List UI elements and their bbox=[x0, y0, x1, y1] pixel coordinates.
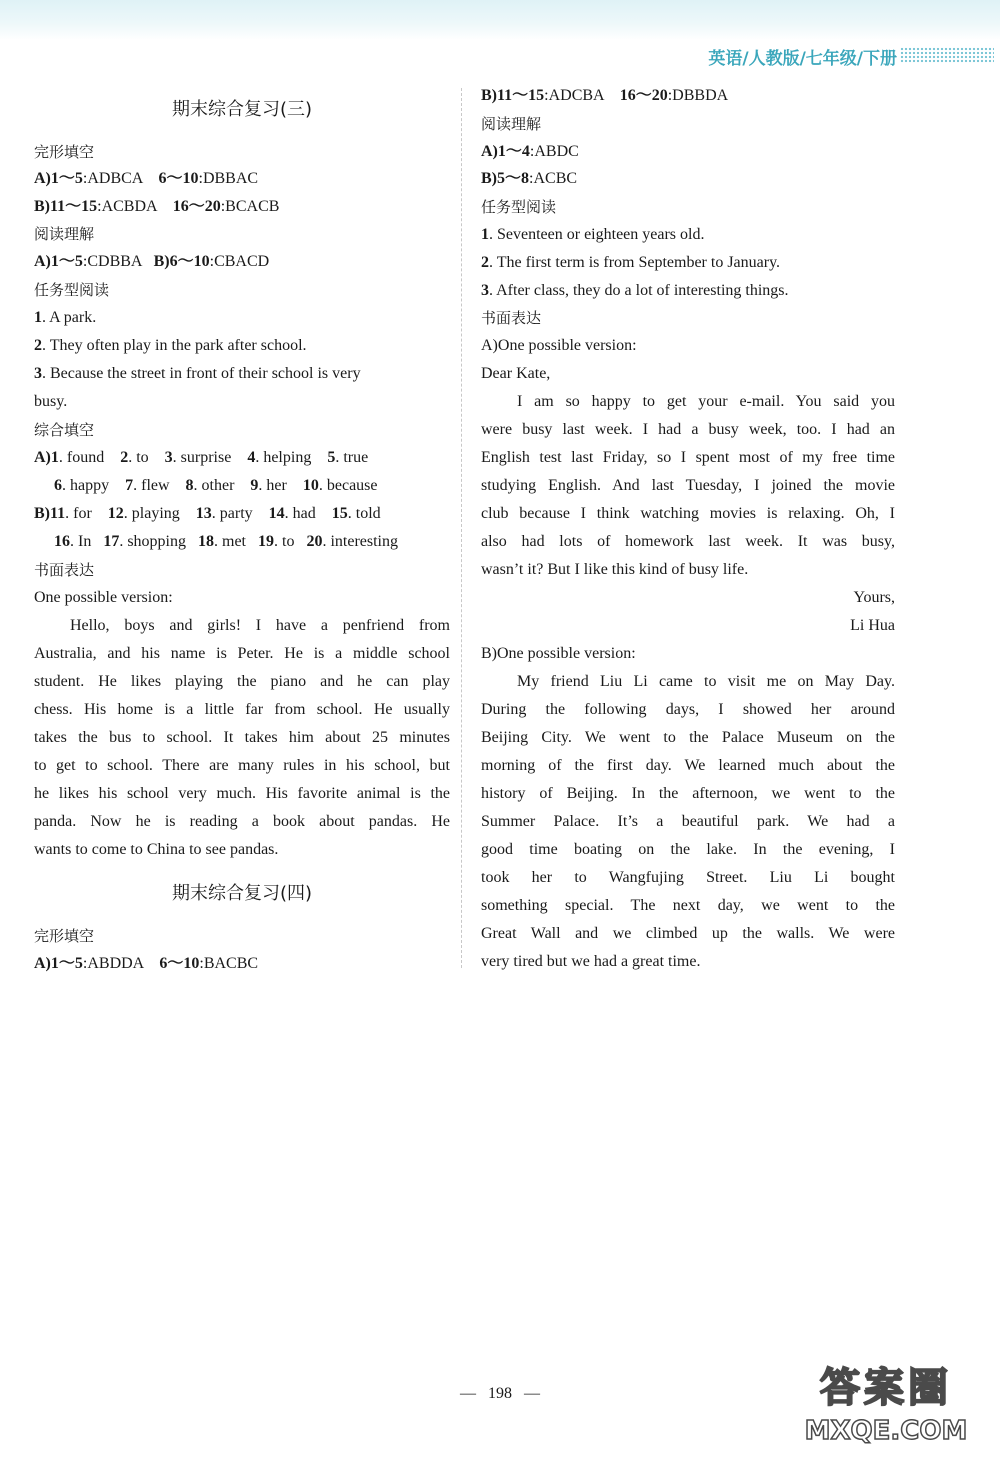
answer-number: 14 bbox=[268, 505, 285, 522]
task-answer-3: 3. Because the street in front of their school is very bbox=[34, 365, 361, 382]
page-dash: — bbox=[460, 1385, 476, 1402]
answer-text: because bbox=[326, 477, 378, 494]
answer-number: 20 bbox=[306, 533, 323, 550]
fill-row-3: B)11. for 12. playing 13. party 14. had 15. told bbox=[34, 505, 381, 522]
answer-key: A)1～5 bbox=[34, 955, 83, 972]
answer-number: 15 bbox=[331, 505, 348, 522]
answer-number: 17 bbox=[103, 533, 120, 550]
answer-text: The first term is from September to January. bbox=[496, 254, 781, 271]
page-dash: — bbox=[524, 1385, 540, 1402]
answer-text: interesting bbox=[330, 533, 398, 550]
answer-value: ACBC bbox=[533, 170, 578, 187]
answer-value: CBACD bbox=[214, 253, 270, 270]
essay-line: Australia, and his name is Peter. He is a middle school bbox=[34, 645, 450, 662]
essay-line: morning of the first day. We learned much about the bbox=[481, 757, 895, 774]
letter-greeting: Dear Kate, bbox=[481, 365, 551, 382]
answer-text: helping bbox=[263, 449, 312, 466]
answer-text: Because the street in front of their school is very bbox=[50, 365, 361, 382]
letter-line: club because I think watching movies is relaxing. Oh, I bbox=[481, 505, 895, 522]
task-answer-2: 2. The first term is from September to January. bbox=[481, 254, 781, 271]
category-cloze-4: 完形填空 bbox=[34, 927, 95, 945]
task-answer-3: 3. After class, they do a lot of interesting things. bbox=[481, 282, 789, 299]
category-reading: 阅读理解 bbox=[34, 225, 95, 243]
answer-number: 1 bbox=[481, 226, 489, 243]
header-band bbox=[0, 0, 1000, 40]
watermark-bottom-text: MXQE.COM bbox=[804, 1416, 968, 1446]
answer-line-cloze4-b: B)11～15:ADCBA 16～20:DBBDA bbox=[481, 87, 729, 104]
writing-b-intro: B)One possible version: bbox=[481, 645, 636, 662]
letter-line: also had lots of homework last week. It was busy, bbox=[481, 533, 895, 550]
answer-line-reading-a: A)1～4:ABDC bbox=[481, 143, 579, 160]
writing-a-intro: A)One possible version: bbox=[481, 337, 637, 354]
answer-key: 16～20 bbox=[172, 198, 221, 215]
answer-value: ADCBA bbox=[548, 87, 604, 104]
answer-value: ABDC bbox=[534, 143, 579, 160]
task-answer-2: 2. They often play in the park after school. bbox=[34, 337, 307, 354]
essay-line: very tired but we had a great time. bbox=[481, 953, 701, 970]
fill-row-2: 6. happy 7. flew 8. other 9. her 10. because bbox=[54, 477, 378, 494]
letter-line: I am so happy to get your e-mail. You said you bbox=[517, 393, 895, 410]
task-answer-1: 1. A park. bbox=[34, 309, 97, 326]
answer-text: flew bbox=[141, 477, 170, 494]
answer-number: 7 bbox=[125, 477, 134, 494]
letter-line: English test last Friday, so I spent most of my free time bbox=[481, 449, 895, 466]
answer-number: 10 bbox=[302, 477, 319, 494]
letter-closing: Yours, bbox=[853, 589, 895, 606]
category-writing: 书面表达 bbox=[34, 561, 95, 579]
answer-number: 1 bbox=[50, 449, 59, 466]
answer-number: 13 bbox=[195, 505, 212, 522]
answer-key: B)6～10 bbox=[153, 253, 210, 270]
answer-value: CDBBA bbox=[87, 253, 142, 270]
answer-key: B)11～15 bbox=[481, 87, 545, 104]
answer-number: 2 bbox=[34, 337, 42, 354]
essay-line: Hello, boys and girls! I have a penfriend from bbox=[70, 617, 450, 634]
answer-key: 6～10 bbox=[158, 170, 199, 187]
answer-number: 5 bbox=[327, 449, 336, 466]
section-title-review-3: 期末综合复习(三) bbox=[171, 99, 313, 120]
answer-text: told bbox=[355, 505, 381, 522]
answer-text: happy bbox=[70, 477, 110, 494]
answer-key: A)1～4 bbox=[481, 143, 530, 160]
answer-number: 12 bbox=[107, 505, 124, 522]
answer-value: BACBC bbox=[203, 955, 259, 972]
essay-line: panda. Now he is reading a book about pandas. He bbox=[34, 813, 450, 830]
page-number-value: 198 bbox=[488, 1385, 512, 1402]
answer-text: Seventeen or eighteen years old. bbox=[497, 226, 705, 243]
header-dot-pattern bbox=[900, 47, 994, 63]
answer-key: B)11～15 bbox=[34, 198, 98, 215]
answer-text: her bbox=[266, 477, 287, 494]
answer-line-reading-b: B)5～8:ACBC bbox=[481, 170, 578, 187]
watermark-logo bbox=[786, 1365, 986, 1451]
header-subject-label: 英语/人教版/七年级/下册 bbox=[708, 49, 897, 69]
answer-value: DBBAC bbox=[202, 170, 259, 187]
answer-text: met bbox=[222, 533, 246, 550]
category-reading: 阅读理解 bbox=[481, 115, 542, 133]
essay-line: chess. His home is a little far from school. He usually bbox=[34, 701, 450, 718]
essay-line: During the following days, I showed her around bbox=[481, 701, 895, 718]
answer-text: shopping bbox=[127, 533, 186, 550]
answer-line-cloze4-a: A)1～5:ABDDA 6～10:BACBC bbox=[34, 955, 259, 972]
answer-text: had bbox=[292, 505, 316, 522]
letter-line: wasn’t it? But I like this kind of busy life. bbox=[481, 561, 749, 578]
answer-text: They often play in the park after school. bbox=[49, 337, 307, 354]
essay-line: wants to come to China to see pandas. bbox=[34, 841, 279, 858]
answer-text: In bbox=[78, 533, 92, 550]
category-task-reading: 任务型阅读 bbox=[34, 281, 110, 299]
essay-line: My friend Liu Li came to visit me on May Day. bbox=[517, 673, 895, 690]
answer-number: 6 bbox=[54, 477, 62, 494]
answer-key: A)1～5 bbox=[34, 170, 83, 187]
essay-line: student. He likes playing the piano and he can play bbox=[34, 673, 450, 690]
answer-value: BCACB bbox=[225, 198, 280, 215]
answer-line-cloze-b: B)11～15:ACBDA 16～20:BCACB bbox=[34, 198, 280, 215]
answer-number: 2 bbox=[120, 449, 129, 466]
answer-value: DBBDA bbox=[672, 87, 729, 104]
answer-key: 6～10 bbox=[159, 955, 200, 972]
essay-line: Great Wall and we climbed up the walls. We were bbox=[481, 925, 895, 942]
answer-text: to bbox=[136, 449, 149, 466]
answer-key: A)1～5 bbox=[34, 253, 83, 270]
task-answer-3-cont: busy. bbox=[34, 393, 68, 410]
category-cloze: 完形填空 bbox=[34, 143, 95, 161]
letter-line: studying English. And last Tuesday, I joined the movie bbox=[481, 477, 895, 494]
essay-line: something special. The next day, we went to the bbox=[481, 897, 895, 914]
watermark-top-text: 答案圈 bbox=[820, 1365, 952, 1411]
essay-line: good time boating on the lake. In the evening, I bbox=[481, 841, 895, 858]
answer-text: After class, they do a lot of interesting things. bbox=[496, 282, 789, 299]
section-label: A) bbox=[34, 449, 51, 466]
answer-text: party bbox=[219, 505, 253, 522]
answer-number: 18 bbox=[198, 533, 214, 550]
writing-intro: One possible version: bbox=[34, 589, 173, 606]
answer-text: playing bbox=[131, 505, 180, 522]
answer-key: 16～20 bbox=[619, 87, 668, 104]
answer-value: ADBCA bbox=[87, 170, 143, 187]
letter-line: were busy last week. I had a busy week, too. I had an bbox=[481, 421, 895, 438]
answer-line-cloze-a: A)1～5:ADBCA 6～10:DBBAC bbox=[34, 170, 259, 187]
answer-line-reading: A)1～5:CDBBA B)6～10:CBACD bbox=[34, 253, 270, 270]
answer-number: 19 bbox=[258, 533, 274, 550]
answer-number: 1 bbox=[34, 309, 42, 326]
answer-number: 3 bbox=[34, 365, 42, 382]
answer-text: for bbox=[73, 505, 92, 522]
answer-number: 3 bbox=[481, 282, 489, 299]
section-label: B) bbox=[34, 505, 50, 522]
answer-value: ABDDA bbox=[87, 955, 144, 972]
essay-line: took her to Wangfujing Street. Liu Li bought bbox=[481, 869, 895, 886]
answer-text: to bbox=[282, 533, 295, 550]
category-writing: 书面表达 bbox=[481, 309, 542, 327]
fill-row-4: 16. In 17. shopping 18. met 19. to 20. interesting bbox=[54, 533, 398, 550]
essay-line: he likes his school very much. His favorite animal is the bbox=[34, 785, 450, 802]
answer-number: 3 bbox=[164, 449, 173, 466]
answer-number: 2 bbox=[481, 254, 489, 271]
category-fill-in: 综合填空 bbox=[34, 421, 95, 439]
essay-line: to get to school. There are many rules in his school, but bbox=[34, 757, 450, 774]
answer-text: true bbox=[343, 449, 369, 466]
answer-number: 11 bbox=[50, 505, 66, 522]
fill-row-1: A)1. found 2. to 3. surprise 4. helping 5. true bbox=[34, 449, 369, 466]
essay-line: Summer Palace. It’s a beautiful park. We had a bbox=[481, 813, 895, 830]
answer-number: 4 bbox=[247, 449, 256, 466]
letter-signature: Li Hua bbox=[850, 617, 895, 634]
column-divider bbox=[461, 88, 462, 968]
category-task-reading: 任务型阅读 bbox=[481, 198, 557, 216]
answer-value: ACBDA bbox=[101, 198, 157, 215]
essay-line: history of Beijing. In the afternoon, we went to the bbox=[481, 785, 895, 802]
answer-number: 16 bbox=[54, 533, 70, 550]
task-answer-1: 1. Seventeen or eighteen years old. bbox=[481, 226, 705, 243]
essay-line: takes the bus to school. It takes him about 25 minutes bbox=[34, 729, 450, 746]
answer-text: other bbox=[201, 477, 235, 494]
answer-text: found bbox=[66, 449, 105, 466]
essay-line: Beijing City. We went to the Palace Museum on the bbox=[481, 729, 895, 746]
answer-text: A park. bbox=[49, 309, 97, 326]
answer-key: B)5～8 bbox=[481, 170, 530, 187]
answer-text: surprise bbox=[180, 449, 232, 466]
answer-number: 8 bbox=[185, 477, 194, 494]
answer-number: 9 bbox=[250, 477, 259, 494]
section-title-review-4: 期末综合复习(四) bbox=[171, 883, 313, 904]
